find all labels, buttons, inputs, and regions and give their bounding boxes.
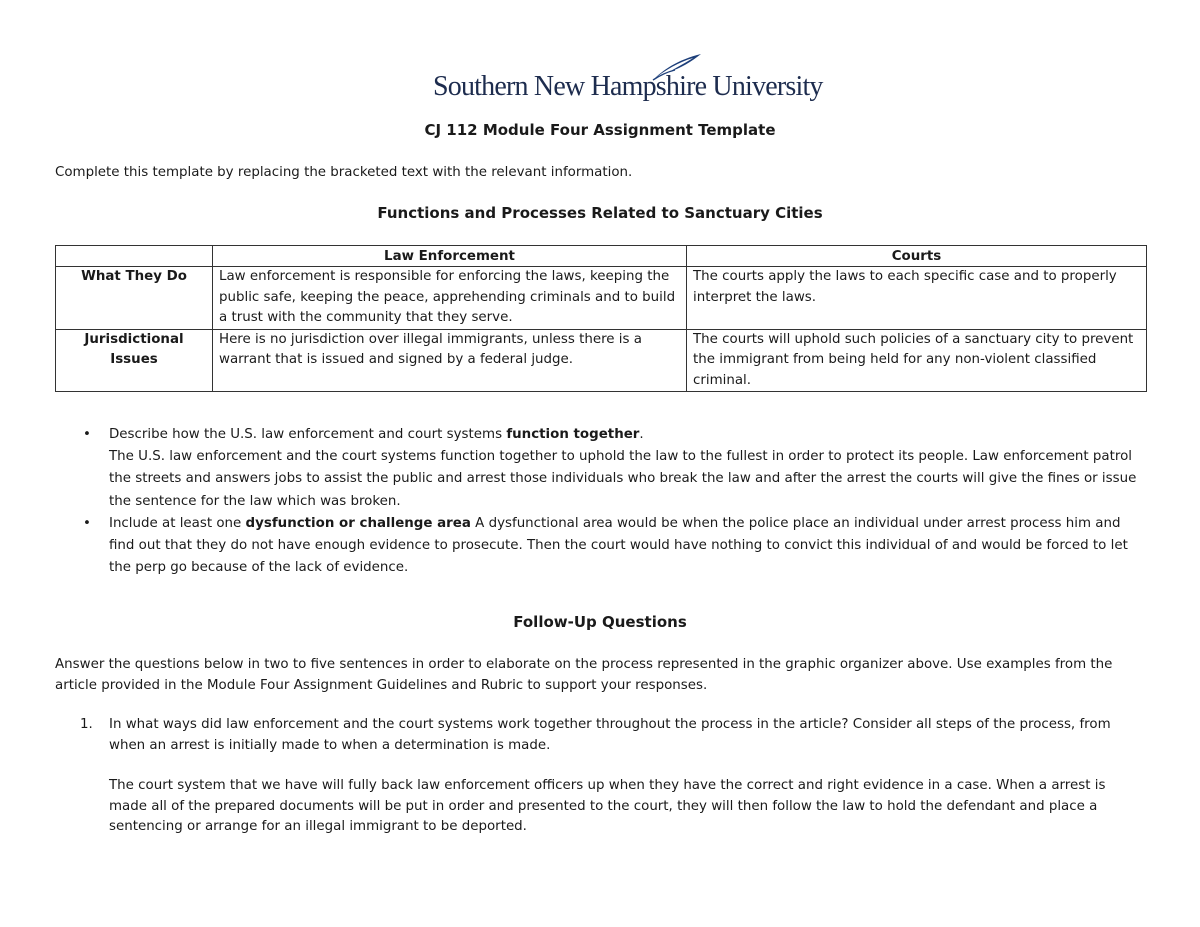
column-header-blank: [56, 246, 213, 267]
question-list: [55, 715, 1115, 838]
table-row: [56, 267, 1147, 330]
bullet-icon: •: [83, 515, 91, 531]
courts-jurisdiction-cell: The courts will uphold such policies of a sanctuary city to prevent the immigrant from being held for any non-violent classified criminal.: [687, 329, 1147, 392]
prompt-text: Describe how the U.S. law enforcement and court systems: [109, 427, 507, 442]
law-enforcement-jurisdiction-cell: Here is no jurisdiction over illegal immigrants, unless there is a warrant that is issued and signed by a federal judge.: [213, 329, 687, 392]
bullet-list: [55, 424, 1150, 579]
table-row: [56, 329, 1147, 392]
law-enforcement-what-they-do-cell: Law enforcement is responsible for enforcing the laws, keeping the public safe, keeping the peace, apprehending criminals and to build a trust with the community that they serve.: [213, 267, 687, 330]
organizer-heading: Functions and Processes Related to Sanctuary Cities: [377, 204, 823, 222]
question-text: In what ways did law enforcement and the court systems work together throughout the process in the article? Consider all steps of the process, from when an arrest is initially made to when a determination is made.: [109, 717, 1111, 753]
followup-instructions: Answer the questions below in two to five sentences in order to elaborate on the process represented in the graphic organizer above. Use examples from the article provided in the Module Four Assignment Guidelines and Rubric to support your responses.: [55, 657, 1113, 693]
question-number: 1.: [80, 717, 93, 732]
courts-what-they-do-cell: The courts apply the laws to each specific case and to properly interpret the laws.: [687, 267, 1147, 330]
template-instructions: Complete this template by replacing the bracketed text with the relevant information.: [55, 165, 633, 180]
answer-text: The court system that we have will fully back law enforcement officers up when they have the correct and right evidence in a case. When a arrest is made all of the prepared documents will be put in order and presented to the court, they will then follow the law to hold the defendant and place a sentencing or arrange for an illegal immigrant to be deported.: [109, 778, 1106, 834]
document-title: CJ 112 Module Four Assignment Template: [424, 121, 776, 139]
graphic-organizer-table: [55, 245, 1147, 392]
answer-text: A dysfunctional area would be when the police place an individual under arrest process him and find out that they do not have enough evidence to prosecute. Then the court would have nothing to convict this individual of and would be forced to let the perp go because of the lack of evidence.: [109, 515, 1128, 576]
table-header-row: [56, 246, 1147, 267]
row-header-what-they-do: What They Do: [56, 267, 213, 330]
bullet-icon: •: [83, 427, 91, 442]
prompt-suffix: .: [639, 427, 644, 442]
prompt-emphasis: dysfunction or challenge area: [245, 515, 471, 531]
column-header-courts: Courts: [687, 246, 1147, 267]
prompt-emphasis: function together: [506, 427, 640, 442]
answer-text: The U.S. law enforcement and the court systems function together to uphold the law to the fullest in order to protect its people. Law enforcement patrol the streets and answers jobs to assist the public and arrest those individuals who break the law and after the arrest the courts will give the fines or issue the sentence for the law which was broken.: [109, 449, 1137, 509]
university-name: Southern New Hampshire University: [433, 71, 823, 102]
list-item: [55, 513, 1150, 580]
prompt-text: Include at least one: [109, 515, 246, 531]
list-item: [55, 715, 1115, 838]
column-header-law-enforcement: Law Enforcement: [213, 246, 687, 267]
row-header-jurisdictional-issues: Jurisdictional Issues: [56, 329, 213, 392]
followup-heading: Follow-Up Questions: [513, 613, 687, 631]
university-logo: [433, 52, 823, 104]
list-item: [55, 424, 1150, 513]
